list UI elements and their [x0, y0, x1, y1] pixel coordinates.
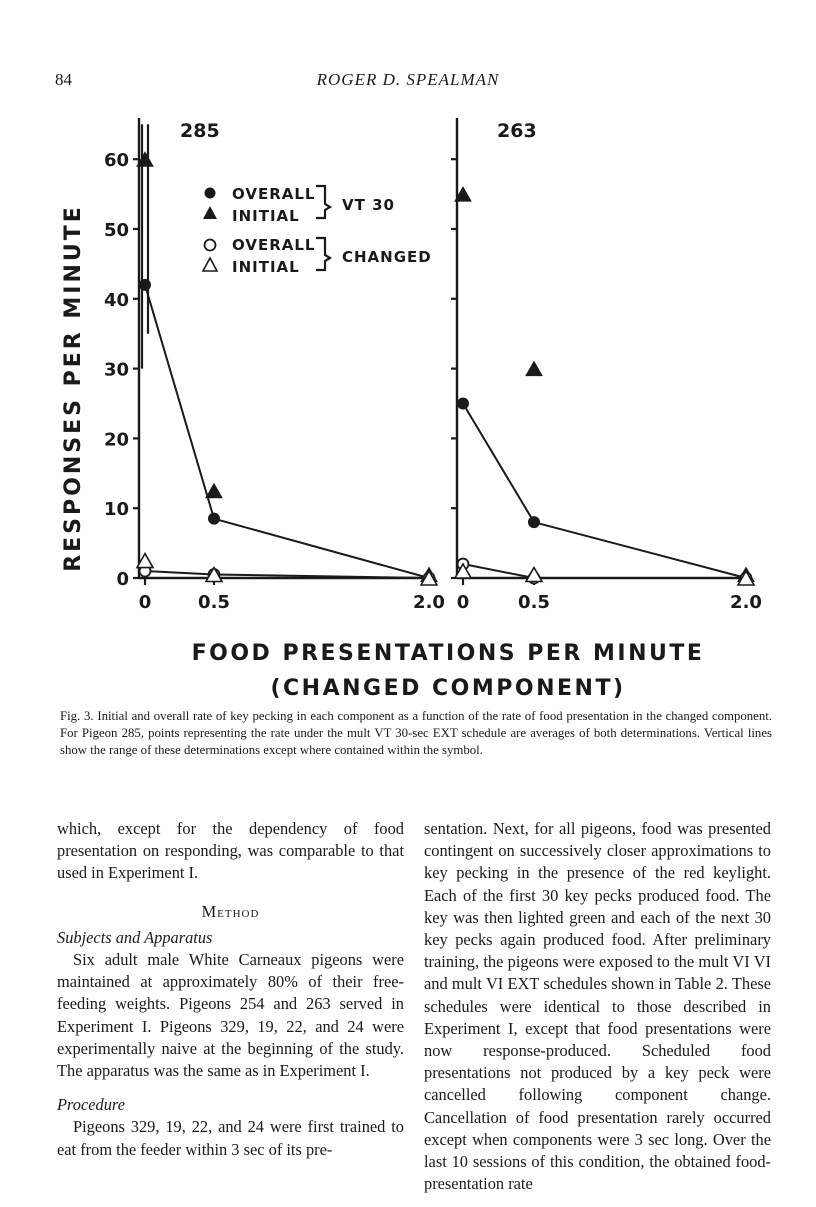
plot-263 — [455, 187, 754, 585]
left-x-ticks — [139, 578, 445, 613]
panel-285-point-filled-triangle — [206, 484, 222, 498]
intro-paragraph: which, except for the dependency of food presentation on responding, was comparable to that used in Experiment I. — [57, 819, 404, 883]
panel-285-y-tick-label: 30 — [103, 359, 129, 381]
panel-285-x-tick-label: 0.5 — [198, 592, 230, 613]
procedure-continued-paragraph: sentation. Next, for all pigeons, food was presented contingent on successively closer approximations to key pecking in the presence of the red keylight. Each of the first 30 key pecks produced food. The key was then lighted green and each of the next 30 key pecks again produced food. After preliminary training, the pigeons were exposed to the mult VI VI and mult VI EXT schedules shown in Table 2. These schedules were identical to those described in Experiment I, except that food presentations were now response-produced. Scheduled food presentations not produced by a key peck were cancelled following component change. Cancellation of food presentation rarely occurred except when components were 3 sec long. Over the last 10 sessions of this condition, the obtained food-presentation rate — [424, 819, 771, 1194]
figure-caption — [60, 708, 772, 759]
legend-brace-vt-icon — [316, 186, 330, 218]
running-head: ROGER D. SPEALMAN — [316, 70, 500, 89]
x-axis-label-line1: FOOD PRESENTATIONS PER MINUTE — [191, 641, 705, 666]
panel-263-x-tick-label: 0 — [456, 592, 470, 613]
legend — [203, 185, 432, 276]
caption-text: Initial and overall rate of key pecking in each component as a function of the rate of food presentation in the changed component. For Pigeon 285, points representing the rate under the mult VT 30-sec EXT schedule are averages of both determinations. Vertical lines show the range of these determinations except where contained within the symbol. — [60, 709, 773, 757]
panel-285-y-tick-label: 20 — [103, 429, 129, 451]
procedure-paragraph: Pigeons 329, 19, 22, and 24 were first trained to eat from the feeder within 3 sec of its pre- — [57, 1117, 404, 1159]
panel-285-y-tick-label: 0 — [116, 569, 129, 590]
legend-open-triangle-icon — [203, 258, 217, 271]
procedure-heading: Procedure — [57, 1095, 125, 1115]
legend-initial-changed: INITIAL — [232, 258, 300, 276]
legend-filled-triangle-icon — [203, 206, 217, 219]
legend-initial-vt: INITIAL — [232, 207, 300, 225]
legend-vt30: VT 30 — [342, 196, 395, 214]
figure-3 — [0, 100, 816, 700]
panel-285-series-line — [145, 285, 429, 578]
left-y-ticks — [104, 150, 139, 590]
panel-263-series-line — [463, 404, 746, 579]
subjects-paragraph: Six adult male White Carneaux pigeons were maintained at approximately 80% of their free-feeding weights. Pigeons 254 and 263 served in Experiment I. Pigeons 329, 19, 22, and 24 were experimentally naive at the beginning of the study. The apparatus was the same as in Experiment I. — [57, 950, 404, 1081]
panel-285-point-filled-circle — [208, 513, 220, 525]
panel-285-y-tick-label: 40 — [103, 289, 129, 311]
panel-285-y-tick-label: 60 — [103, 150, 129, 172]
legend-open-circle-icon — [205, 240, 216, 251]
page-header — [0, 70, 816, 92]
panel-285-x-tick-label: 0 — [138, 592, 152, 613]
right-column — [424, 818, 771, 1195]
panel-285-point-filled-circle — [139, 279, 151, 291]
right-panel-axes — [457, 118, 748, 578]
panel-label-263: 263 — [497, 120, 537, 142]
panel-285-y-tick-label: 50 — [103, 220, 129, 241]
left-column — [57, 818, 404, 1161]
legend-overall-changed: OVERALL — [232, 236, 316, 254]
panel-263-point-filled-circle — [528, 516, 540, 528]
panel-263-point-open-triangle — [526, 568, 542, 582]
method-heading: Method — [201, 901, 260, 921]
right-x-ticks — [457, 578, 762, 613]
panel-263-point-filled-triangle — [526, 362, 542, 376]
panel-285-y-tick-label: 10 — [103, 499, 129, 521]
panel-263-x-tick-label: 0.5 — [518, 592, 550, 613]
subjects-heading: Subjects and Apparatus — [57, 927, 213, 947]
panel-263-point-filled-circle — [457, 398, 469, 410]
y-axis-label: RESPONSES PER MINUTE — [61, 204, 86, 572]
page-number: 84 — [55, 70, 72, 89]
caption-label: Fig. 3. — [60, 709, 94, 723]
legend-filled-circle-icon — [205, 188, 216, 199]
legend-overall-vt: OVERALL — [232, 185, 316, 203]
panel-285-x-tick-label: 2.0 — [413, 592, 445, 613]
legend-changed: CHANGED — [342, 248, 432, 266]
panel-263-x-tick-label: 2.0 — [730, 592, 762, 613]
panel-label-285: 285 — [180, 120, 220, 142]
x-axis-label-line2: (CHANGED COMPONENT) — [270, 676, 626, 700]
legend-brace-changed-icon — [316, 238, 330, 270]
